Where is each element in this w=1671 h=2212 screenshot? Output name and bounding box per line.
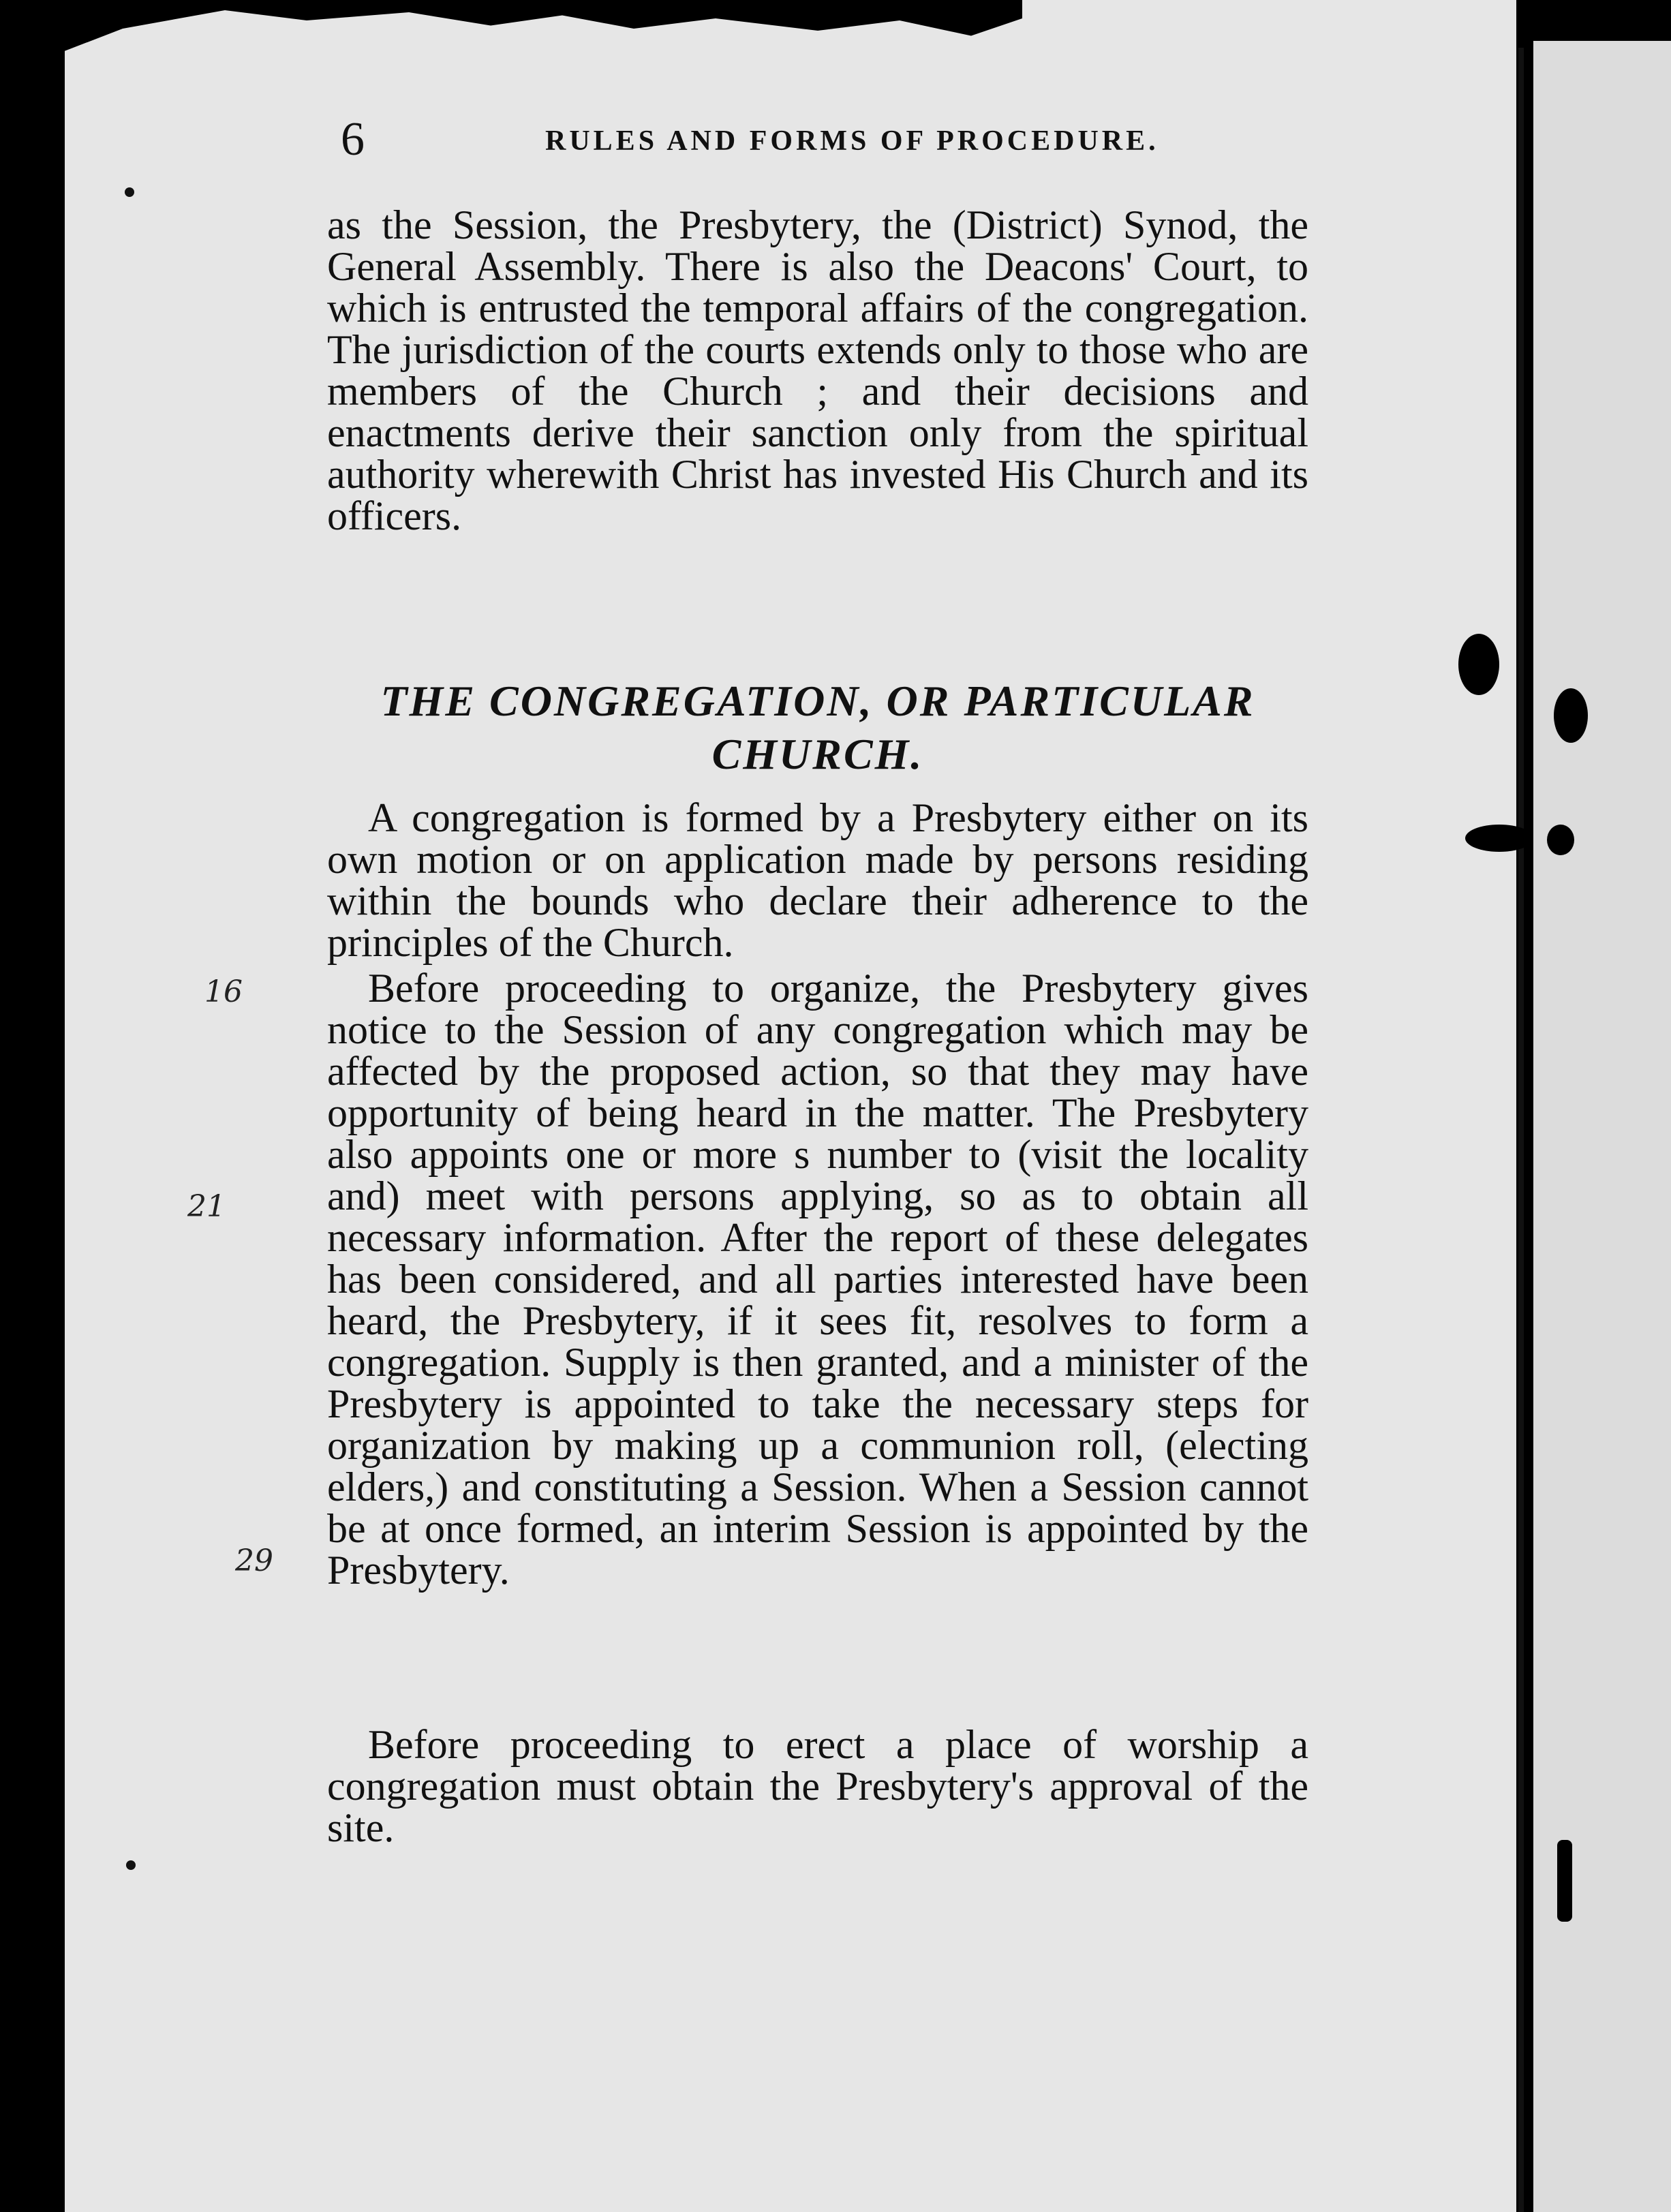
- margin-note: 16: [204, 974, 243, 1009]
- paragraph: Before proceeding to erect a place of worship a congregation must obtain the Presbytery's approval of the site.: [327, 1722, 1308, 1850]
- page-number: 6: [341, 113, 365, 166]
- paragraph: A congregation is formed by a Presbytery either on its own motion or on application made by persons residing within the bounds who declare their adherence to the principles of the Church.: [327, 795, 1308, 965]
- ink-smudge: [1557, 1840, 1572, 1922]
- margin-note: 21: [187, 1189, 226, 1224]
- speck: [125, 187, 134, 197]
- ink-smudge: [1547, 825, 1574, 855]
- paragraph: Before proceeding to organize, the Presbytery gives notice to the Session of any congregation which may be affected by the proposed action, so that they may have opportunity of being heard in the matter. The Presbytery also appoints one or more s number to (visit the locality and) meet with persons applying, so as to obtain all necessary information. After the report of these delegates has been considered, and all parties interested have been heard, the Presbytery, if it sees fit, resolves to form a congregation. Supply is then granted, and a minister of the Presbytery is appointed to take the necessary steps for organization by making up a communion roll, (electing elders,) and constituting a Session. When a Session cannot be at once formed, an interim Session is appointed by the Presbytery.: [327, 966, 1308, 1593]
- ink-smudge: [1458, 634, 1499, 695]
- binding-fold: [1518, 48, 1524, 2212]
- margin-note: 29: [235, 1543, 273, 1578]
- paragraph: as the Session, the Presbytery, the (District) Synod, the General Assembly. There is also the Deacons' Court, to which is entrusted the temporal affairs of the congregation. The jurisdiction of the courts extends only to those who are members of the Church ; and their decisions and enactments derive their sanction only from the spiritual authority wherewith Christ has invested His Church and its officers.: [327, 202, 1308, 538]
- facing-page-edge: [1533, 41, 1671, 2212]
- ink-smudge: [1465, 825, 1533, 852]
- ink-smudge: [1554, 688, 1588, 743]
- section-heading: THE CONGREGATION, OR PARTICULAR CHURCH.: [380, 677, 1255, 778]
- running-head: RULES AND FORMS OF PROCEDURE.: [545, 125, 1159, 157]
- page-header: [341, 112, 1636, 167]
- speck: [126, 1860, 136, 1870]
